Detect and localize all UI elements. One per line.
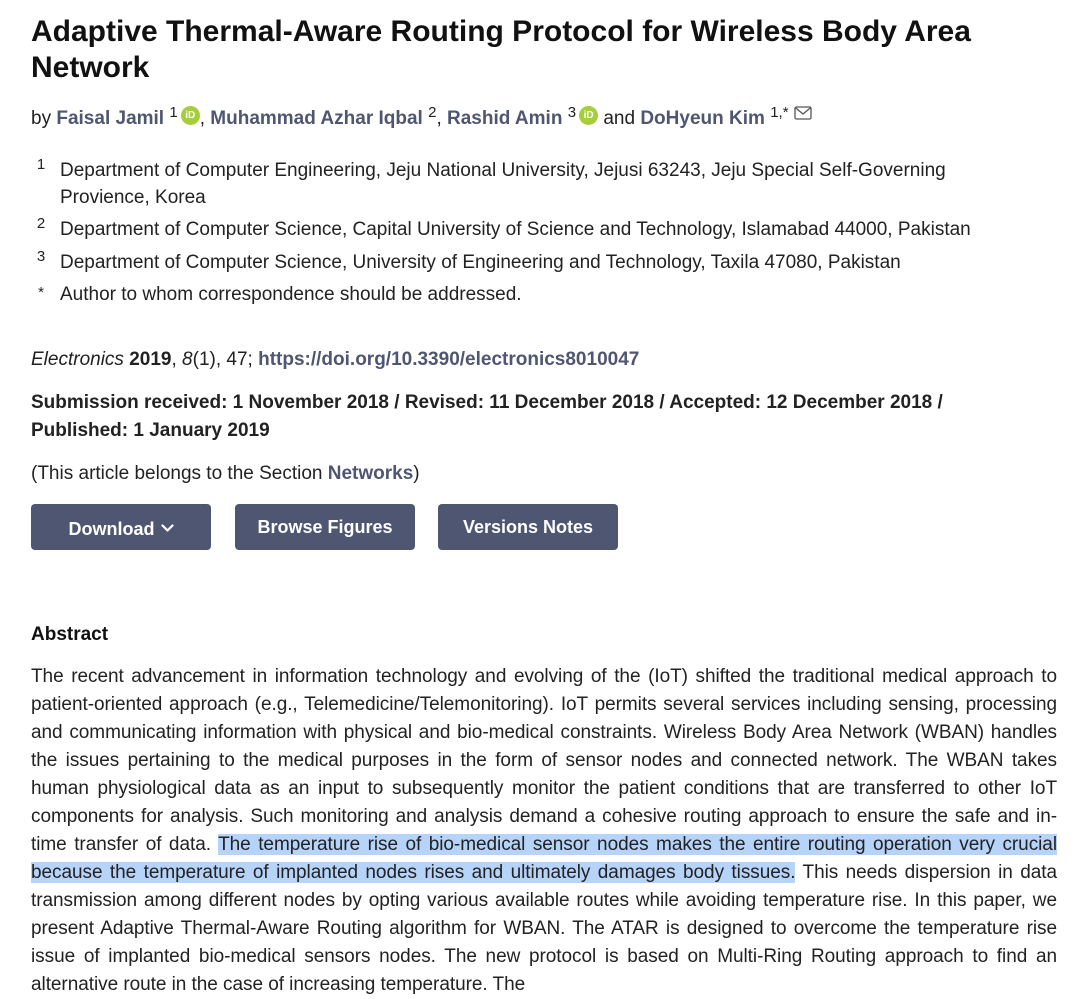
author-affiliation-sup: 3	[567, 104, 577, 121]
author-link-muhammad-azhar-iqbal[interactable]: Muhammad Azhar Iqbal	[210, 108, 423, 129]
affiliation-number: 1	[36, 156, 46, 173]
affiliation-text: Department of Computer Science, University of Engineering and Technology, Taxila 47080, Pakistan	[60, 252, 901, 273]
affiliation-item	[31, 216, 1031, 243]
author-separator: ,	[436, 108, 442, 129]
orcid-icon[interactable]: iD	[181, 106, 200, 125]
orcid-icon[interactable]: iD	[579, 106, 598, 125]
affiliation-text: Author to whom correspondence should be addressed.	[60, 284, 522, 305]
affiliation-item	[31, 249, 1031, 276]
author-affiliation-sup: 1,*	[770, 104, 789, 121]
browse-figures-button[interactable]: Browse Figures	[235, 504, 415, 550]
affiliation-text: Department of Computer Engineering, Jeju National University, Jejusi 63243, Jeju Special Self-Governing Provience, Korea	[60, 160, 946, 208]
and-label: and	[603, 108, 636, 129]
by-label: by	[31, 108, 52, 129]
author-byline	[31, 100, 812, 135]
affiliation-item	[31, 157, 1031, 211]
author-separator: ,	[199, 108, 205, 129]
author-link-faisal-jamil[interactable]: Faisal Jamil	[56, 108, 165, 129]
email-icon[interactable]	[794, 100, 812, 130]
journal-name: Electronics	[31, 349, 124, 370]
versions-notes-button[interactable]: Versions Notes	[438, 504, 618, 550]
download-button-label: Download	[68, 519, 155, 539]
doi-link[interactable]: https://doi.org/10.3390/electronics8010047	[258, 349, 640, 370]
abstract-heading: Abstract	[31, 624, 109, 645]
author-affiliation-sup: 1	[169, 104, 178, 121]
citation-line: Electronics 2019, 8(1), 47; https://doi.org/10.3390/electronics8010047	[31, 349, 640, 370]
abstract-text-part: The recent advancement in information technology and evolving of the (IoT) shifted the traditional medical approach to patient-oriented approach (e.g., Telemedicine/Telemonitoring). IoT permits several services including sensing, processing and communicating information with physical and bio-medical constraints. Wireless Body Area Network (WBAN) handles the issues pertaining to the medical purposes in the form of sensor nodes and connected network. The WBAN takes human physiological data as an input to subsequently monitor the patient conditions that are transferred to other IoT components for analysis. Such monitoring and analysis demand a cohesive routing approach to ensure the safe and in-time transfer of data.	[31, 666, 1057, 855]
abstract-selected-text[interactable]: The temperature rise of bio-medical sensor nodes makes the entire routing operation very crucial because the temperature of implanted nodes rises and ultimately damages body tissues.	[31, 834, 1057, 883]
author-affiliation-sup: 2	[428, 104, 437, 121]
author-link-dohyeun-kim[interactable]: DoHyeun Kim	[640, 108, 765, 129]
abstract-text-part: This needs dispersion in data transmission among different nodes by opting various available routes while avoiding temperature rise. In this paper, we present Adaptive Thermal-Aware Routing algorithm for WBAN. The ATAR is designed to overcome the temperature rise issue of implanted bio-medical sensors nodes. The new protocol is based on Multi-Ring Routing approach to find an alternative route in the case of increasing temperature. The	[31, 862, 1057, 995]
citation-year: 2019	[129, 349, 172, 370]
citation-volume: 8	[182, 349, 193, 370]
abstract-text	[31, 663, 1057, 999]
publication-dates: Submission received: 1 November 2018 / Revised: 11 December 2018 / Accepted: 12 December 2018 / Published: 1 January 2019	[31, 392, 943, 441]
author-link-rashid-amin[interactable]: Rashid Amin	[447, 108, 563, 129]
affiliation-text: Department of Computer Science, Capital University of Science and Technology, Islamabad 44000, Pakistan	[60, 219, 971, 240]
affiliation-number: 3	[36, 248, 46, 265]
article-title: Adaptive Thermal-Aware Routing Protocol for Wireless Body Area Network	[31, 15, 971, 84]
chevron-down-icon	[161, 504, 174, 550]
section-note	[31, 460, 420, 488]
section-link-networks[interactable]: Networks	[327, 463, 414, 484]
affiliation-item	[31, 281, 1031, 308]
affiliation-number: 2	[36, 215, 46, 232]
citation-issue-pages: (1), 47;	[192, 349, 253, 370]
affiliation-number: *	[38, 284, 44, 301]
download-button[interactable]	[31, 504, 211, 550]
section-suffix: )	[413, 463, 420, 484]
section-prefix: (This article belongs to the Section	[31, 463, 328, 484]
